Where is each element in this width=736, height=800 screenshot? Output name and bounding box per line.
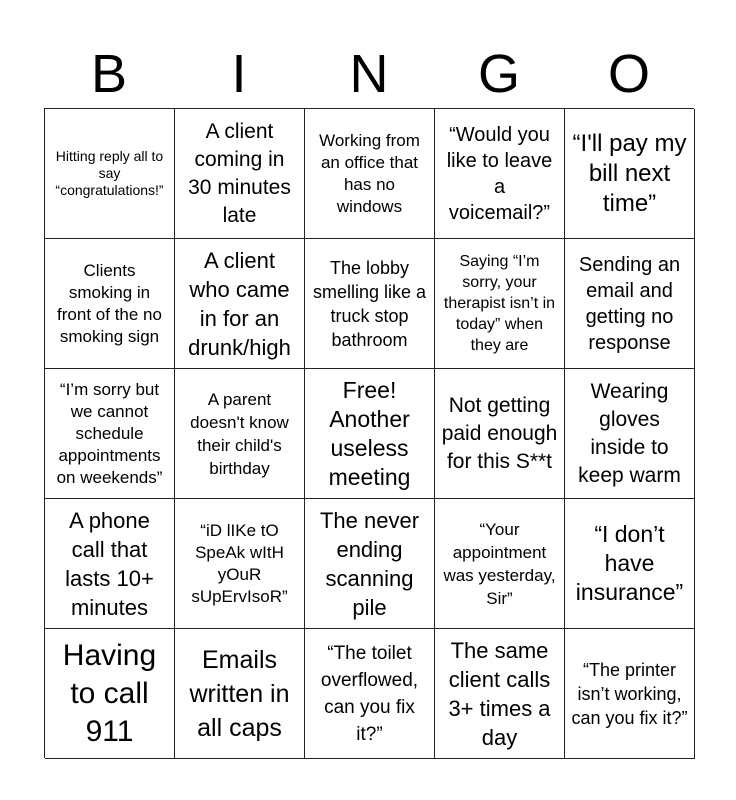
bingo-cell[interactable] bbox=[305, 369, 435, 499]
bingo-cell[interactable] bbox=[45, 499, 175, 629]
bingo-cell[interactable] bbox=[45, 629, 175, 759]
bingo-cell-text: “The toilet overflowed, can you fix it?” bbox=[320, 642, 419, 745]
bingo-cell[interactable] bbox=[565, 109, 695, 239]
title-letter: G bbox=[477, 44, 520, 104]
bingo-cell-text: “I don’t have insurance” bbox=[575, 521, 684, 605]
bingo-cell[interactable] bbox=[175, 239, 305, 369]
bingo-cell-text: Saying “I’m sorry, your therapist isn’t in today” when they are bbox=[443, 253, 556, 354]
bingo-cell-text: The same client calls 3+ times a day bbox=[448, 637, 551, 750]
bingo-cell[interactable] bbox=[435, 239, 565, 369]
bingo-cell[interactable] bbox=[175, 629, 305, 759]
bingo-cell-text: “I'll pay my bill next time” bbox=[572, 129, 687, 217]
bingo-card bbox=[44, 108, 694, 758]
bingo-cell-text: A parent doesn't know their child's birthday bbox=[190, 389, 289, 478]
bingo-cell[interactable] bbox=[305, 109, 435, 239]
bingo-cell[interactable] bbox=[565, 369, 695, 499]
bingo-cell-text: The never ending scanning pile bbox=[319, 507, 420, 620]
bingo-cell-text: Hitting reply all to say “congratulations!” bbox=[55, 148, 164, 198]
bingo-cell[interactable] bbox=[435, 629, 565, 759]
bingo-cell-text: A client coming in 30 minutes late bbox=[188, 119, 291, 227]
bingo-title bbox=[44, 42, 694, 106]
bingo-cell[interactable] bbox=[565, 239, 695, 369]
bingo-cell-text: A phone call that lasts 10+ minutes bbox=[65, 507, 154, 620]
bingo-cell-text: Free! Another useless meeting bbox=[328, 376, 411, 490]
bingo-cell-text: “The printer isn’t working, can you fix it?” bbox=[571, 659, 688, 728]
bingo-cell-text: “Would you like to leave a voicemail?” bbox=[446, 123, 553, 224]
bingo-cell[interactable] bbox=[565, 499, 695, 629]
bingo-cell-text: Not getting paid enough for this S**t bbox=[441, 393, 558, 473]
bingo-cell[interactable] bbox=[45, 239, 175, 369]
bingo-cell[interactable] bbox=[565, 629, 695, 759]
bingo-cell-text: “I’m sorry but we cannot schedule appointments on weekends” bbox=[56, 379, 163, 487]
bingo-cell-text: Emails written in all caps bbox=[189, 645, 290, 742]
bingo-cell[interactable] bbox=[435, 109, 565, 239]
bingo-cell[interactable] bbox=[45, 369, 175, 499]
bingo-cell[interactable] bbox=[175, 109, 305, 239]
bingo-cell[interactable] bbox=[305, 239, 435, 369]
bingo-cell[interactable] bbox=[305, 629, 435, 759]
bingo-cell[interactable] bbox=[175, 499, 305, 629]
bingo-cell[interactable] bbox=[175, 369, 305, 499]
title-letter: O bbox=[607, 44, 650, 104]
bingo-cell[interactable] bbox=[45, 109, 175, 239]
bingo-cell-text: Wearing gloves inside to keep warm bbox=[578, 379, 681, 487]
bingo-cell-text: Working from an office that has no windows bbox=[319, 130, 420, 216]
bingo-cell-text: Having to call 911 bbox=[62, 638, 157, 748]
title-letter: B bbox=[90, 44, 128, 104]
bingo-cell-text: The lobby smelling like a truck stop bathroom bbox=[312, 257, 427, 350]
bingo-cell-text: A client who came in for an drunk/high bbox=[188, 247, 291, 360]
bingo-cell[interactable] bbox=[435, 369, 565, 499]
bingo-cell-text: “iD lIKe tO SpeAk wItH yOuR sUpErvIsoR” bbox=[191, 520, 288, 606]
bingo-cell[interactable] bbox=[305, 499, 435, 629]
bingo-cell[interactable] bbox=[435, 499, 565, 629]
bingo-cell-text: “Your appointment was yesterday, Sir” bbox=[443, 519, 556, 608]
title-letter: N bbox=[349, 44, 389, 104]
title-letter: I bbox=[231, 44, 247, 104]
bingo-cell-text: Clients smoking in front of the no smoking sign bbox=[57, 260, 162, 346]
bingo-cell-text: Sending an email and getting no response bbox=[578, 253, 681, 354]
